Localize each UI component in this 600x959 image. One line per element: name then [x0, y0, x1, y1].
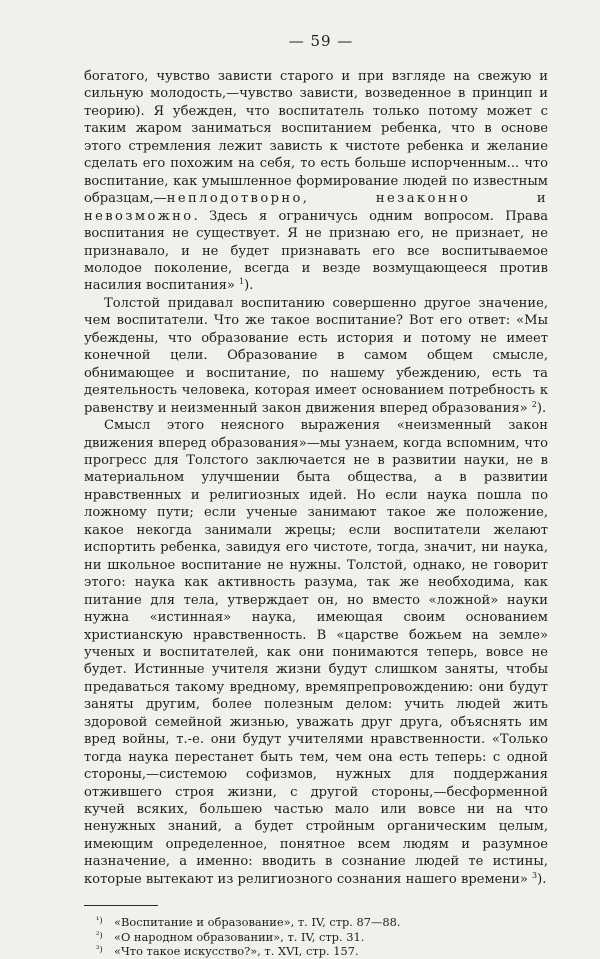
footnotes — [84, 915, 548, 959]
footnote-ref-1: 1 — [239, 277, 245, 287]
footnote-ref-2: 2 — [531, 399, 537, 409]
footnote-2-text: «О народном образовании», т. IV, стр. 31. — [114, 929, 365, 944]
paragraph-3-text: Смысл этого неясного выражения «неизменный закон движения вперед образования»—мы узнаем, когда вспомним, что прогресс для Толстого заключается не в развитии науки, не в материальном улучшении быта общества, а в развитии нравственных и религиозных идей. Но если наука пошла по ложному пути; если ученые занимают такое же положение, какое некогда занимали жрецы; если воспитатели желают испортить ребенка, завидуя его чистоте, тогда, значит, ни наука, ни школьное воспитание не нужны. Толстой, однако, не говорит этого: наука как активность разума, так же необходима, как питание для тела, утверждает он, но вместо «ложной» науки нужна «истинная» наука, имеющая своим основанием христианскую нравственность. В «царстве божьем на земле» ученых и воспитателей, как они понимаются теперь, вовсе не будет. Истинные учителя жизни будут слишком заняты, чтобы предаваться такому вредному, времяпрепровождению: они будут заняты другим, более полезным делом: учить людей жить здоровой семейной жизнью, уважать друг друга, объяснять им вред войны, т.-е. они будут учителями нравственности. «Только тогда наука перестанет быть тем, чем она есть теперь: с одной стороны,—системою софизмов, нужных для поддержания отжившего строя жизни, с другой стороны,—бесформенной кучей всяких, большею частью мало или вовсе ни на что ненужных знаний, а будет стройным органическим целым, имеющим определенное, понятное всем людям и разумное назначение, а именно: вводить в сознание людей те истины, которые вытекают из религиозного сознания нашего времени» — [84, 418, 548, 887]
paragraph-1 — [84, 68, 548, 295]
paragraph-1-text-end: . Здесь я ограничусь одним вопросом. Права воспитания не существует. Я не признаю его, не признает, не признавало, и не будет признавать его все воспитываемое молодое поколение, всегда и везде возмущающееся против насилия воспитания» — [84, 208, 548, 294]
paragraph-2 — [84, 295, 548, 417]
paragraph-2-text: Толстой придавал воспитанию совершенно другое значение, чем воспитатели. Что же такое воспитание? Вот его ответ: «Мы убеждены, что образование есть история и потому не имеет конечной цели. Образование в самом общем смысле, обнимающее и воспитание, по нашему убеждению, есть та деятельность человека, которая имеет основанием потребность к равенству и неизменный закон движения вперед образования» — [84, 295, 548, 416]
paragraph-3 — [84, 417, 548, 888]
page-number: — 59 — — [288, 32, 354, 50]
paragraph-2-closing: ). — [536, 400, 547, 416]
paragraph-3-closing: ). — [537, 871, 547, 887]
footnote-3: ³) «Что такое искусство?», т. XVI, стр. 157. — [96, 944, 359, 959]
emphasized-phrase: неплодотворно, незаконно и невозможно — [84, 191, 548, 224]
paragraph-1-text-start: богатого, чувство зависти старого и при взгляде на свежую и сильную молодость,—чувство зависти, возведенное в принцип и теорию). Я убежден, что воспитатель только потому может с таким жаром заниматься воспитанием ребенка, что в основе этого стремления лежит зависть к чистоте ребенка и желание сделать его похожим на себя, то есть больше испорченным... что воспитание, как умышленное формирование людей по известным образцам,— — [84, 69, 548, 207]
body-text — [84, 68, 548, 888]
paragraph-1-closing: ). — [244, 278, 254, 294]
footnote-3-text: «Что такое искусство?», т. XVI, стр. 157. — [114, 944, 359, 959]
footnote-2: ²) «О народном образовании», т. IV, стр. 31. — [96, 929, 365, 944]
footnote-1-text: «Воспитание и образование», т. IV, стр. 87—88. — [114, 915, 401, 930]
footnote-ref-3: 3 — [532, 870, 538, 880]
footnote-1: ¹) «Воспитание и образование», т. IV, стр. 87—88. — [96, 915, 401, 930]
